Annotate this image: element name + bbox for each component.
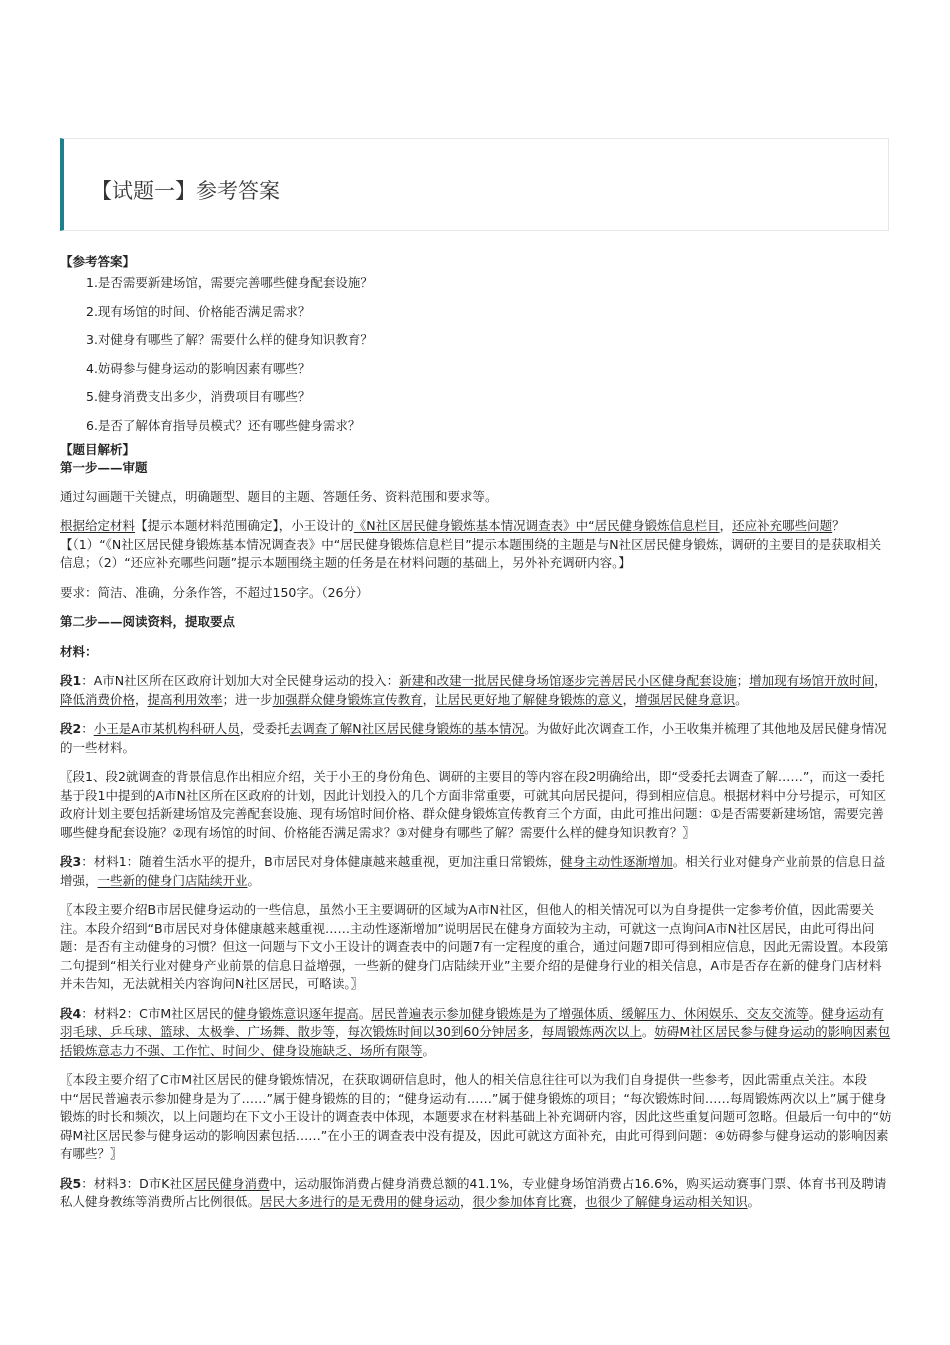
title-box	[60, 138, 889, 231]
answer-item: 6.是否了解体育指导员模式？还有哪些健身需求？	[86, 417, 361, 433]
step2-title: 第二步——阅读资料，提取要点	[60, 614, 236, 630]
note-seg-3: 〖本段主要介绍B市居民健身运动的一些信息，虽然小王主要调研的区域为A市N社区，但他人的相关情况可以为自身提供一定参考价值，因此需要关注。本段介绍到“B市居民对身体健康越来越重视……主动性逐渐增加”说明居民在健身方面较为主动，可就这一点询问A市N社区居民，由此可得出问题：是否有主动健身的习惯？但这一问题与下文小王设计的调查表中的问题7有一定程度的重合，通过问题7即可得到相应信息，因此无需设置。本段第二句提到“相关行业对健身产业前景的信息日益增强，一些新的健身门店陆续开业”主要介绍的是健身行业的相关信息，A市是否存在新的健身门店材料并未告知，无法就相关内容询问N社区居民，可略读。〗	[60, 902, 889, 992]
answer-item: 1.是否需要新建场馆，需要完善哪些健身配套设施？	[86, 275, 373, 290]
answer-heading: 【参考答案】	[60, 254, 136, 269]
segment-2: 段2：小王是A市某机构科研人员，受委托去调查了解N社区居民健身锻炼的基本情况。为做好此次调查工作，小王收集并梳理了其他地及居民健身情况的一些材料。	[60, 721, 887, 755]
requirement-text: 要求：简洁、准确，分条作答，不超过150字。（26分）	[60, 584, 369, 600]
step1-intro: 通过勾画题干关键点，明确题型、题目的主题、答题任务、资料范围和要求等。	[60, 488, 498, 504]
step1-paragraph: 根据给定材料【提示本题材料范围确定】，小王设计的《N社区居民健身锻炼基本情况调查表》中“居民健身锻炼信息栏目，还应补充哪些问题？【（1）“《N社区居民健身锻炼基本情况调查表》中“居民健身锻炼信息栏目”提示本题围绕的主题是与N社区居民健身锻炼，调研的主要目的是获取相关信息；（2）“还应补充哪些问题”提示本题围绕主题的任务是在材料问题的基础上，另外补充调研内容。】	[60, 518, 882, 571]
content-body	[60, 253, 892, 1223]
note-seg-4: 〖本段主要介绍了C市M社区居民的健身锻炼情况，在获取调研信息时，他人的相关信息往往可以为我们自身提供一些参考，因此需重点关注。本段中“居民普遍表示参加健身是为了……”属于健身锻炼的目的；“健身运动有……”属于健身锻炼的项目；“每次锻炼时间……每周锻炼两次以上”属于健身锻炼的时长和频次，以上问题均在下文小王设计的调查表中体现，本题要求在材料基础上补充调研内容，因此这些重复问题可忽略。但最后一句中的“妨碍M社区居民参与健身运动的影响因素包括……”在小王的调查表中没有提及，因此可就这方面补充，由此可得到问题：④妨碍参与健身运动的影响因素有哪些？〗	[60, 1072, 892, 1162]
answer-item: 5.健身消费支出多少，消费项目有哪些？	[86, 389, 311, 405]
material-label: 材料：	[60, 643, 98, 659]
answer-item: 3.对健身有哪些了解？需要什么样的健身知识教育？	[86, 332, 373, 348]
step1-title: 第一步——审题	[60, 459, 148, 475]
segment-5: 段5：材料3：D市K社区居民健身消费中，运动服饰消费占健身消费总额的41.1%，专业健身场馆消费占16.6%，购买运动赛事门票、体育书刊及聘请私人健身教练等消费所占比例很低。居民大多进行的是无费用的健身运动，很少参加体育比赛，也很少了解健身运动相关知识。	[60, 1175, 887, 1210]
answer-item: 4.妨碍参与健身运动的影响因素有哪些？	[86, 360, 311, 376]
segment-1: 段1：A市N社区所在区政府计划加大对全民健身运动的投入：新建和改建一批居民健身场馆逐步完善居民小区健身配套设施；增加现有场馆开放时间，降低消费价格，提高利用效率；进一步加强群众健身锻炼宣传教育，让居民更好地了解健身锻炼的意义，增强居民健身意识。	[60, 673, 887, 707]
page-title: 【试题一】参考答案	[91, 179, 280, 203]
segment-4: 段4：材料2：C市M社区居民的健身锻炼意识逐年提高。居民普遍表示参加健身锻炼是为了增强体质、缓解压力、休闲娱乐、交友交流等。健身运动有羽毛球、乒乓球、篮球、太极拳、广场舞、散步等，每次锻炼时间以30到60分钟居多，每周锻炼两次以上。妨碍M社区居民参与健身运动的影响因素包括锻炼意志力不强、工作忙、时间少、健身设施缺乏、场所有限等。	[60, 1005, 891, 1058]
segment-3: 段3：材料1：随着生活水平的提升，B市居民对身体健康越来越重视，更加注重日常锻炼，健身主动性逐渐增加。相关行业对健身产业前景的信息日益增强，一些新的健身门店陆续开业。	[60, 854, 886, 888]
analysis-heading: 【题目解析】	[60, 441, 136, 457]
note-seg-1-2: 〖段1、段2就调查的背景信息作出相应介绍，关于小王的身份角色、调研的主要目的等内容在段2明确给出，即“受委托去调查了解……”，而这一委托基于段1中提到的A市N社区所在区政府的计划，因此计划投入的几个方面非常重要，可就其向居民提问，得到相应信息。根据材料中分号提示，可知区政府计划主要包括新建场馆及完善配套设施、现有场馆时间价格、群众健身锻炼宣传教育三个方面，由此可推出问题：①是否需要新建场馆，需要完善哪些健身配套设施？②现有场馆的时间、价格能否满足需求？③对健身有哪些了解？需要什么样的健身知识教育？〗	[60, 769, 886, 840]
answer-item: 2.现有场馆的时间、价格能否满足需求？	[86, 303, 311, 319]
